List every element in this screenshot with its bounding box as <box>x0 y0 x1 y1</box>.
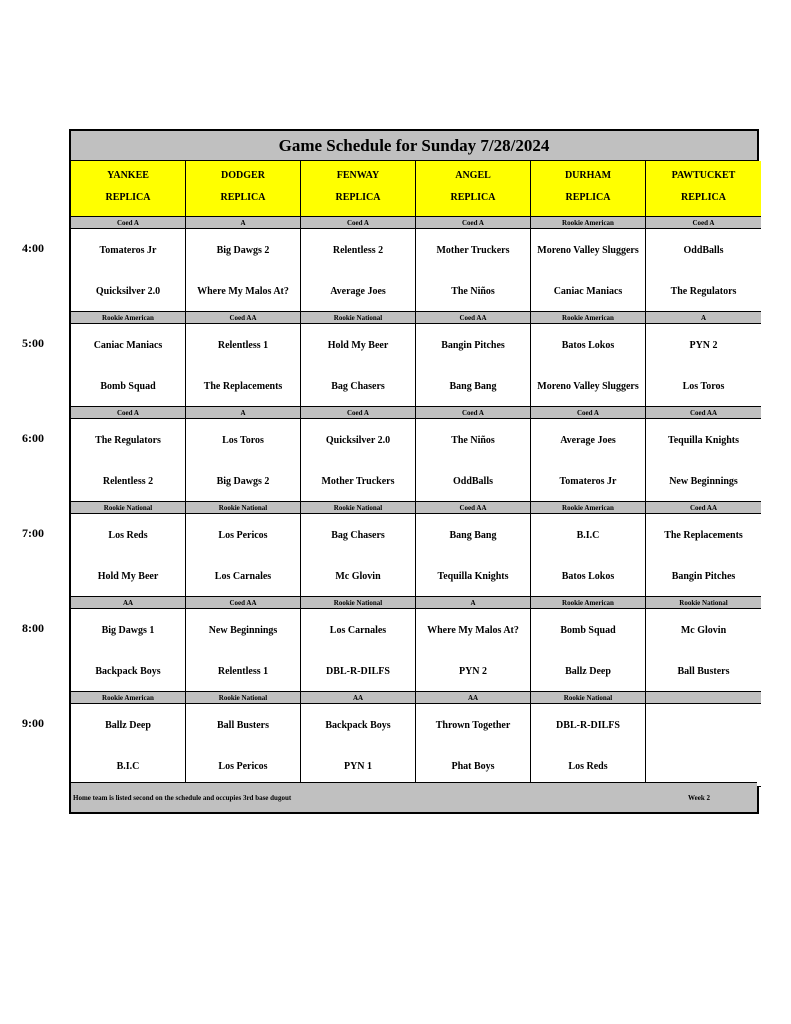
home-team: Los Pericos <box>218 760 268 772</box>
home-team: Relentless 1 <box>217 665 269 677</box>
home-team: Average Joes <box>330 285 386 297</box>
division-label: Rookie National <box>646 597 761 609</box>
away-team: Caniac Maniacs <box>93 339 163 351</box>
home-team: Los Toros <box>682 380 725 392</box>
game-cell <box>416 229 531 312</box>
game-cell <box>416 514 531 597</box>
home-team: Mother Truckers <box>321 475 395 487</box>
home-team: Mc Glovin <box>335 570 381 582</box>
away-team: Los Reds <box>108 529 148 541</box>
field-subtitle: REPLICA <box>335 192 381 203</box>
field-header <box>531 161 646 217</box>
game-cell <box>301 229 416 312</box>
game-cell <box>416 419 531 502</box>
away-team: Ball Busters <box>217 719 269 731</box>
division-label: Coed A <box>531 407 646 419</box>
field-header <box>186 161 301 217</box>
field-name: FENWAY <box>336 170 380 181</box>
division-label: Coed A <box>71 217 186 229</box>
division-label: AA <box>301 692 416 704</box>
home-team: Moreno Valley Sluggers <box>537 380 639 392</box>
game-cell <box>71 324 186 407</box>
field-subtitle: REPLICA <box>680 192 726 203</box>
time-label: 7:00 <box>22 526 44 540</box>
away-team: The Regulators <box>95 434 161 446</box>
away-team: DBL-R-DILFS <box>556 719 620 731</box>
away-team: New Beginnings <box>208 624 278 636</box>
field-name: YANKEE <box>107 170 149 181</box>
game-cell <box>646 704 761 787</box>
game-cell <box>71 609 186 692</box>
division-label: Coed AA <box>186 597 301 609</box>
away-team: OddBalls <box>683 244 724 256</box>
game-cell <box>301 609 416 692</box>
home-team: The Replacements <box>203 380 283 392</box>
home-team: OddBalls <box>452 475 494 487</box>
division-label: Rookie American <box>531 502 646 514</box>
home-team: Caniac Maniacs <box>553 285 623 297</box>
game-cell <box>646 324 761 407</box>
field-name: PAWTUCKET <box>671 170 736 181</box>
game-cell <box>301 419 416 502</box>
division-label: Coed AA <box>646 502 761 514</box>
home-team: Quicksilver 2.0 <box>95 285 161 297</box>
game-cell <box>71 704 186 787</box>
home-team: The Regulators <box>670 285 737 297</box>
field-subtitle: REPLICA <box>450 192 496 203</box>
home-team: Bang Bang <box>449 380 497 392</box>
division-label: A <box>186 407 301 419</box>
schedule-footer <box>71 782 757 812</box>
division-label: Coed AA <box>416 312 531 324</box>
game-cell <box>416 704 531 787</box>
game-cell <box>301 704 416 787</box>
game-cell <box>301 514 416 597</box>
field-name: ANGEL <box>455 170 491 181</box>
home-team: Relentless 2 <box>102 475 154 487</box>
time-label: 6:00 <box>22 431 44 445</box>
schedule-title: Game Schedule for Sunday 7/28/2024 <box>71 131 757 161</box>
game-cell <box>531 514 646 597</box>
game-cell <box>186 324 301 407</box>
game-cell <box>531 419 646 502</box>
division-label: Rookie National <box>301 597 416 609</box>
schedule-table <box>69 129 759 814</box>
home-team: Big Dawgs 2 <box>216 475 270 487</box>
away-team: Backpack Boys <box>325 719 391 731</box>
home-team: Tequilla Knights <box>437 570 509 582</box>
time-label: 4:00 <box>22 241 44 255</box>
game-cell <box>186 609 301 692</box>
game-cell <box>531 704 646 787</box>
away-team: Los Toros <box>222 434 264 446</box>
away-team: Mother Truckers <box>436 244 510 256</box>
home-team: B.I.C <box>116 760 140 772</box>
away-team: Bag Chasers <box>331 529 385 541</box>
home-team: Bag Chasers <box>331 380 385 392</box>
home-team: Los Reds <box>568 760 608 772</box>
game-cell <box>186 514 301 597</box>
division-label: Coed A <box>646 217 761 229</box>
home-team: Ball Busters <box>677 665 730 677</box>
division-label: Rookie American <box>71 312 186 324</box>
away-team: Bang Bang <box>449 529 497 541</box>
away-team: Los Carnales <box>329 624 387 636</box>
away-team: Mc Glovin <box>680 624 727 636</box>
game-cell <box>531 324 646 407</box>
field-subtitle: REPLICA <box>105 192 151 203</box>
game-cell <box>71 419 186 502</box>
home-team: Batos Lokos <box>561 570 615 582</box>
away-team: Relentless 1 <box>217 339 269 351</box>
division-label: Coed A <box>301 217 416 229</box>
home-team: Hold My Beer <box>97 570 159 582</box>
away-team: Hold My Beer <box>327 339 389 351</box>
field-subtitle: REPLICA <box>220 192 266 203</box>
division-label: Coed AA <box>416 502 531 514</box>
away-team: Thrown Together <box>435 719 511 731</box>
away-team: Tomateros Jr <box>99 244 157 256</box>
home-team: Where My Malos At? <box>197 285 289 297</box>
game-cell <box>646 609 761 692</box>
division-label: Rookie National <box>186 502 301 514</box>
division-label: Coed AA <box>186 312 301 324</box>
game-cell <box>646 229 761 312</box>
division-label: Rookie American <box>531 597 646 609</box>
home-team: Bangin Pitches <box>671 570 736 582</box>
division-label: Rookie National <box>186 692 301 704</box>
division-label: Rookie American <box>531 217 646 229</box>
away-team: B.I.C <box>576 529 600 541</box>
division-label: Rookie National <box>71 502 186 514</box>
time-label: 9:00 <box>22 716 44 730</box>
field-subtitle: REPLICA <box>565 192 611 203</box>
field-header <box>646 161 761 217</box>
home-team: Backpack Boys <box>95 665 161 677</box>
home-team: PYN 1 <box>343 760 373 772</box>
away-team: Bangin Pitches <box>441 339 505 351</box>
division-label: A <box>416 597 531 609</box>
home-team: Tomateros Jr <box>559 475 617 487</box>
away-team: Where My Malos At? <box>427 624 519 636</box>
away-team: Moreno Valley Sluggers <box>537 244 639 256</box>
away-team: Batos Lokos <box>561 339 615 351</box>
away-team: PYN 2 <box>689 339 718 351</box>
division-label: Rookie National <box>301 502 416 514</box>
division-label: Rookie National <box>531 692 646 704</box>
field-header <box>71 161 186 217</box>
away-team <box>646 710 761 740</box>
field-header <box>416 161 531 217</box>
home-team: DBL-R-DILFS <box>326 665 390 677</box>
time-label: 8:00 <box>22 621 44 635</box>
division-label <box>646 692 761 704</box>
division-label: AA <box>416 692 531 704</box>
game-cell <box>186 419 301 502</box>
home-team: PYN 2 <box>458 665 488 677</box>
game-cell <box>186 229 301 312</box>
game-cell <box>531 609 646 692</box>
home-team: New Beginnings <box>669 475 738 487</box>
game-cell <box>71 229 186 312</box>
home-team: Los Carnales <box>214 570 272 582</box>
game-cell <box>186 704 301 787</box>
game-cell <box>416 324 531 407</box>
away-team: Tequilla Knights <box>667 434 740 446</box>
away-team: Los Pericos <box>218 529 268 541</box>
game-cell <box>646 514 761 597</box>
home-team: The Niños <box>451 285 495 297</box>
away-team: Ballz Deep <box>105 719 151 731</box>
away-team: Quicksilver 2.0 <box>325 434 391 446</box>
away-team: Relentless 2 <box>332 244 384 256</box>
field-name: DURHAM <box>564 170 612 181</box>
game-cell <box>71 514 186 597</box>
division-label: Coed A <box>416 407 531 419</box>
division-label: Coed A <box>71 407 186 419</box>
away-team: Bomb Squad <box>560 624 616 636</box>
home-team: Bomb Squad <box>100 380 156 392</box>
home-team: Phat Boys <box>451 760 495 772</box>
division-label: Coed A <box>301 407 416 419</box>
game-cell <box>531 229 646 312</box>
game-cell <box>416 609 531 692</box>
field-header <box>301 161 416 217</box>
division-label: A <box>646 312 761 324</box>
away-team: The Replacements <box>664 529 743 541</box>
game-cell <box>646 419 761 502</box>
division-label: Rookie American <box>531 312 646 324</box>
division-label: AA <box>71 597 186 609</box>
away-team: Average Joes <box>560 434 616 446</box>
game-cell <box>301 324 416 407</box>
home-team: Ballz Deep <box>565 665 611 677</box>
division-label: Coed AA <box>646 407 761 419</box>
field-name: DODGER <box>221 170 265 181</box>
home-team <box>646 751 761 781</box>
away-team: Big Dawgs 2 <box>216 244 270 256</box>
division-label: A <box>186 217 301 229</box>
division-label: Coed A <box>416 217 531 229</box>
away-team: The Niños <box>451 434 495 446</box>
footer-week: Week 2 <box>688 794 710 802</box>
division-label: Rookie American <box>71 692 186 704</box>
time-label: 5:00 <box>22 336 44 350</box>
division-label: Rookie National <box>301 312 416 324</box>
footer-note: Home team is listed second on the schedule and occupies 3rd base dugout <box>73 794 292 802</box>
away-team: Big Dawgs 1 <box>101 624 155 636</box>
